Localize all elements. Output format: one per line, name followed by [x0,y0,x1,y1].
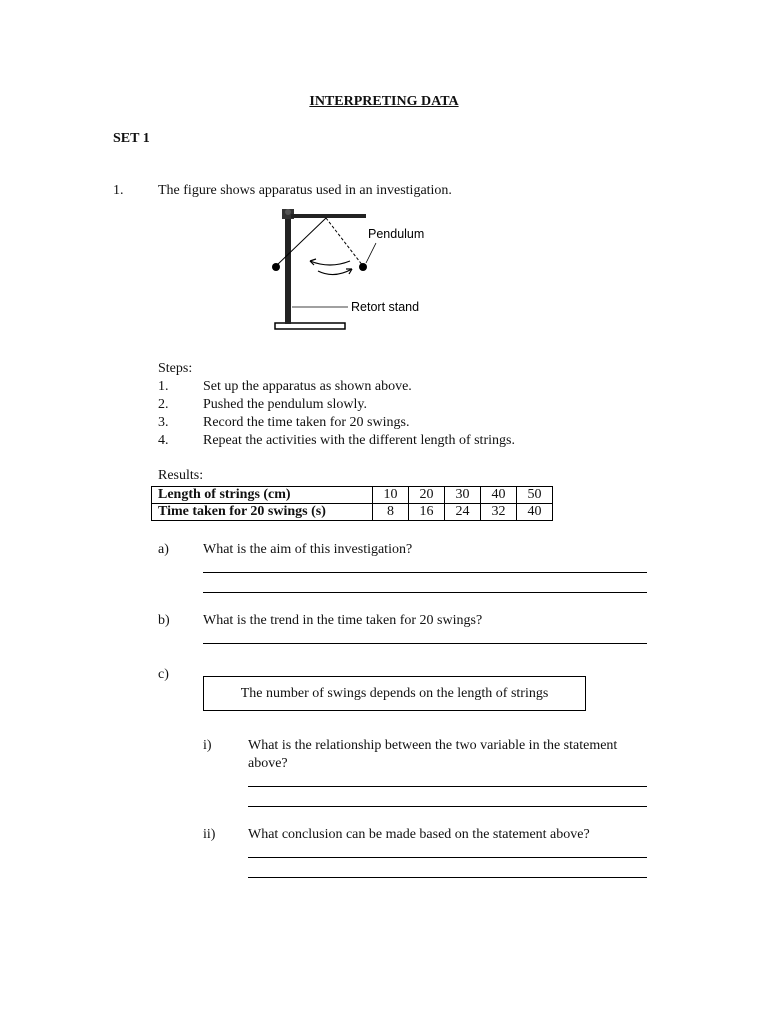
row-header: Time taken for 20 swings (s) [152,504,373,521]
answer-line[interactable] [203,592,647,593]
pendulum-label: Pendulum [368,227,425,241]
question-a-label: a) [158,542,169,557]
table-cell: 50 [517,487,553,504]
clamp-screw [285,209,291,215]
swing-arrow-upper [310,261,350,265]
answer-line[interactable] [248,806,647,807]
step-text: Repeat the activities with the different length of strings. [203,433,515,448]
step-number: 1. [158,379,169,394]
table-row [152,487,553,504]
step-text: Set up the apparatus as shown above. [203,379,412,394]
row-header: Length of strings (cm) [152,487,373,504]
pendulum-leader-line [366,243,376,263]
pendulum-bob-right [359,263,367,271]
table-cell: 20 [409,487,445,504]
question-b-text: What is the trend in the time taken for 20 swings? [203,613,483,628]
step-text: Record the time taken for 20 swings. [203,415,410,430]
question-c-i-label: i) [203,738,212,753]
table-cell: 10 [373,487,409,504]
steps-title: Steps: [158,361,193,376]
answer-line[interactable] [248,877,647,878]
pendulum-string-left [276,218,326,266]
question-c-ii-label: ii) [203,827,216,842]
step-number: 2. [158,397,169,412]
question-c-label: c) [158,667,169,682]
table-cell: 24 [445,504,481,521]
swing-arrow-lower [318,269,352,275]
answer-line[interactable] [203,572,647,573]
table-cell: 30 [445,487,481,504]
question-c-ii-text: What conclusion can be made based on the statement above? [248,827,590,842]
step-number: 4. [158,433,169,448]
page-title: INTERPRETING DATA [309,94,459,109]
step-text: Pushed the pendulum slowly. [203,397,367,412]
set-label: SET 1 [113,131,150,146]
pendulum-bob-left [272,263,280,271]
question-c-i-text-continued: above? [248,756,288,771]
answer-line[interactable] [248,857,647,858]
question-text: The figure shows apparatus used in an investigation. [158,183,452,198]
table-cell: 32 [481,504,517,521]
question-c-i-text: What is the relationship between the two variable in the statement [248,738,618,753]
answer-line[interactable] [203,643,647,644]
results-table [151,486,553,521]
table-cell: 8 [373,504,409,521]
retort-stand-label: Retort stand [351,300,420,314]
stand-rod [285,211,291,324]
apparatus-figure [258,203,458,337]
table-row [152,504,553,521]
results-title: Results: [158,468,204,483]
answer-line[interactable] [248,786,647,787]
stand-arm [291,214,366,218]
pendulum-string-right [326,218,363,266]
step-number: 3. [158,415,169,430]
table-cell: 16 [409,504,445,521]
statement-text: The number of swings depends on the length of strings [240,685,549,701]
question-b-label: b) [158,613,170,628]
table-cell: 40 [517,504,553,521]
table-cell: 40 [481,487,517,504]
statement-box [203,676,586,711]
question-a-text: What is the aim of this investigation? [203,542,413,557]
question-number: 1. [113,183,124,198]
